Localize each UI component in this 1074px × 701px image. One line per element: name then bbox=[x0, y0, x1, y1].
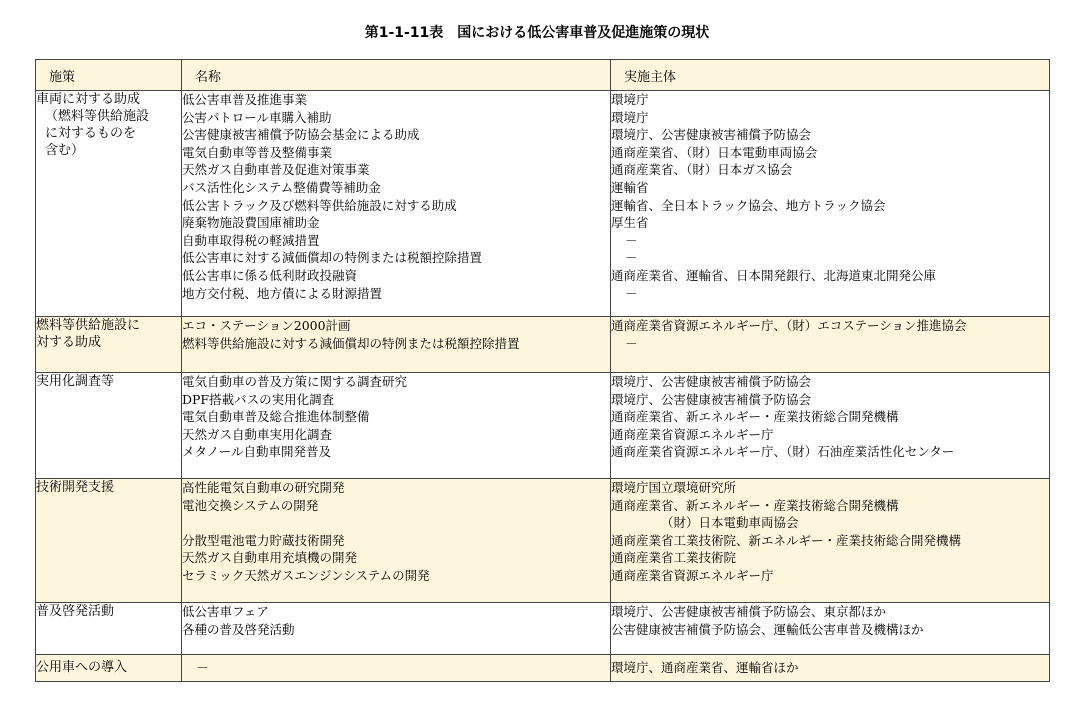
program-name: 各種の普及啓発活動 bbox=[182, 621, 295, 637]
implementer: 環境庁 bbox=[611, 109, 649, 125]
implementer: 通商産業省工業技術院、新エネルギー・産業技術総合開発機構 bbox=[611, 532, 962, 548]
program-name: 天然ガス自動車用充填機の開発 bbox=[182, 550, 358, 566]
implementer: 通商産業省資源エネルギー庁 bbox=[611, 567, 774, 583]
implementer: 環境庁国立環境研究所 bbox=[611, 480, 737, 495]
program-name: 天然ガス自動車実用化調査 bbox=[182, 426, 333, 442]
program-name: 高性能電気自動車の研究開発 bbox=[182, 480, 345, 495]
program-name: 電気自動車等普及整備事業 bbox=[182, 144, 333, 160]
implementer: 通商産業省資源エネルギー庁、（財）エコステーション推進協会 bbox=[611, 318, 967, 333]
program-name: 天然ガス自動車普及促進対策事業 bbox=[182, 162, 370, 178]
program-name: バス活性化システム整備費等補助金 bbox=[182, 179, 381, 195]
program-name: 公害健康被害補償予防協会基金による助成 bbox=[182, 127, 420, 143]
program-name: DPF搭載バスの実用化調査 bbox=[182, 391, 335, 407]
table-row bbox=[36, 655, 1050, 682]
table-row bbox=[36, 317, 1050, 373]
policy-label: 実用化調査等 bbox=[36, 374, 115, 389]
implementer: 通商産業省資源エネルギー庁、（財）石油産業活性化センター bbox=[611, 444, 955, 460]
implementer: 通商産業省、運輸省、日本開発銀行、北海道東北開発公庫 bbox=[611, 267, 937, 283]
program-name: 低公害トラック及び燃料等供給施設に対する助成 bbox=[182, 197, 457, 213]
header-row bbox=[36, 60, 1050, 91]
policy-cell bbox=[36, 479, 182, 603]
implementer: － bbox=[625, 335, 638, 351]
program-name: 電気自動車の普及方策に関する調査研究 bbox=[182, 374, 408, 389]
implementer: 環境庁、公害健康被害補償予防協会 bbox=[611, 374, 812, 389]
program-name: 低公害車普及推進事業 bbox=[182, 92, 308, 107]
implementer: 環境庁 bbox=[611, 92, 649, 107]
implementer: 通商産業省、（財）日本電動車両協会 bbox=[611, 144, 818, 160]
program-name: 廃棄物施設費国庫補助金 bbox=[182, 215, 320, 231]
policy-label: に対するものを bbox=[45, 126, 137, 141]
program-name: 自動車取得税の軽減措置 bbox=[182, 232, 320, 248]
policy-label: （燃料等供給施設 bbox=[45, 109, 150, 124]
header-name: 名称 bbox=[182, 60, 611, 91]
program-name: 電気自動車普及総合推進体制整備 bbox=[182, 409, 370, 425]
policy-label: 燃料等供給施設に bbox=[36, 318, 141, 333]
policy-cell bbox=[36, 373, 182, 479]
policy-label: 含む） bbox=[45, 143, 85, 158]
implementer: 通商産業省、（財）日本ガス協会 bbox=[611, 162, 793, 178]
policy-label: 車両に対する助成 bbox=[36, 92, 141, 107]
policy-label: 普及啓発活動 bbox=[36, 604, 115, 619]
name-cell bbox=[182, 479, 611, 603]
policy-label: 技術開発支援 bbox=[36, 480, 115, 495]
implementer: 運輸省、全日本トラック協会、地方トラック協会 bbox=[611, 197, 886, 213]
program-name: セラミック天然ガスエンジンシステムの開発 bbox=[182, 567, 430, 583]
table-row bbox=[36, 479, 1050, 603]
header-implementer: 実施主体 bbox=[611, 60, 1050, 91]
program-name bbox=[182, 514, 610, 532]
table-row bbox=[36, 91, 1050, 317]
program-name: 公害パトロール車購入補助 bbox=[182, 109, 332, 125]
implementer-cell bbox=[611, 655, 1050, 682]
program-name: 低公害車に係る低利財政投融資 bbox=[182, 267, 358, 283]
implementer: 通商産業省工業技術院 bbox=[611, 550, 737, 566]
name-cell bbox=[182, 373, 611, 479]
implementer: － bbox=[625, 250, 638, 266]
program-name: 低公害車に対する減価償却の特例または税額控除措置 bbox=[182, 250, 483, 266]
program-name: 燃料等供給施設に対する減価償却の特例または税額控除措置 bbox=[182, 335, 520, 351]
program-name: － bbox=[196, 660, 209, 675]
implementer: － bbox=[625, 232, 638, 248]
policy-cell bbox=[36, 655, 182, 682]
implementer: 厚生省 bbox=[611, 215, 649, 231]
header-policy: 施策 bbox=[36, 60, 182, 91]
policy-table bbox=[35, 59, 1050, 682]
policy-label: 公用車への導入 bbox=[36, 660, 128, 675]
implementer-cell bbox=[611, 479, 1050, 603]
policy-label: 対する助成 bbox=[36, 335, 102, 350]
name-cell bbox=[182, 317, 611, 373]
table-row bbox=[36, 373, 1050, 479]
implementer: 通商産業省、新エネルギー・産業技術総合開発機構 bbox=[611, 409, 899, 425]
implementer: （財）日本電動車両協会 bbox=[661, 515, 799, 531]
policy-cell bbox=[36, 317, 182, 373]
program-name: 地方交付税、地方債による財源措置 bbox=[182, 285, 383, 301]
implementer: 環境庁、公害健康被害補償予防協会 bbox=[611, 391, 812, 407]
program-name: 低公害車フェア bbox=[182, 604, 269, 619]
implementer-cell bbox=[611, 373, 1050, 479]
implementer-cell bbox=[611, 603, 1050, 655]
implementer-cell bbox=[611, 317, 1050, 373]
implementer: 公害健康被害補償予防協会、運輸低公害車普及機構ほか bbox=[611, 621, 924, 637]
policy-cell bbox=[36, 91, 182, 317]
table-row bbox=[36, 603, 1050, 655]
implementer-cell bbox=[611, 91, 1050, 317]
program-name: 電池交換システムの開発 bbox=[182, 497, 319, 513]
implementer: 環境庁、通商産業省、運輸省ほか bbox=[611, 660, 799, 675]
name-cell bbox=[182, 91, 611, 317]
implementer: － bbox=[625, 285, 638, 301]
program-name: エコ・ステーション2000計画 bbox=[182, 318, 351, 333]
program-name: メタノール自動車開発普及 bbox=[182, 444, 332, 460]
implementer: 通商産業省、新エネルギー・産業技術総合開発機構 bbox=[611, 497, 899, 513]
policy-cell bbox=[36, 603, 182, 655]
name-cell bbox=[182, 603, 611, 655]
table-title: 第1-1-11表 国における低公害車普及促進施策の現状 bbox=[364, 25, 710, 41]
implementer: 通商産業省資源エネルギー庁 bbox=[611, 426, 774, 442]
name-cell bbox=[182, 655, 611, 682]
program-name: 分散型電池電力貯蔵技術開発 bbox=[182, 532, 345, 548]
implementer: 環境庁、公害健康被害補償予防協会、東京都ほか bbox=[611, 604, 887, 619]
implementer: 運輸省 bbox=[611, 179, 649, 195]
implementer: 環境庁、公害健康被害補償予防協会 bbox=[611, 127, 812, 143]
